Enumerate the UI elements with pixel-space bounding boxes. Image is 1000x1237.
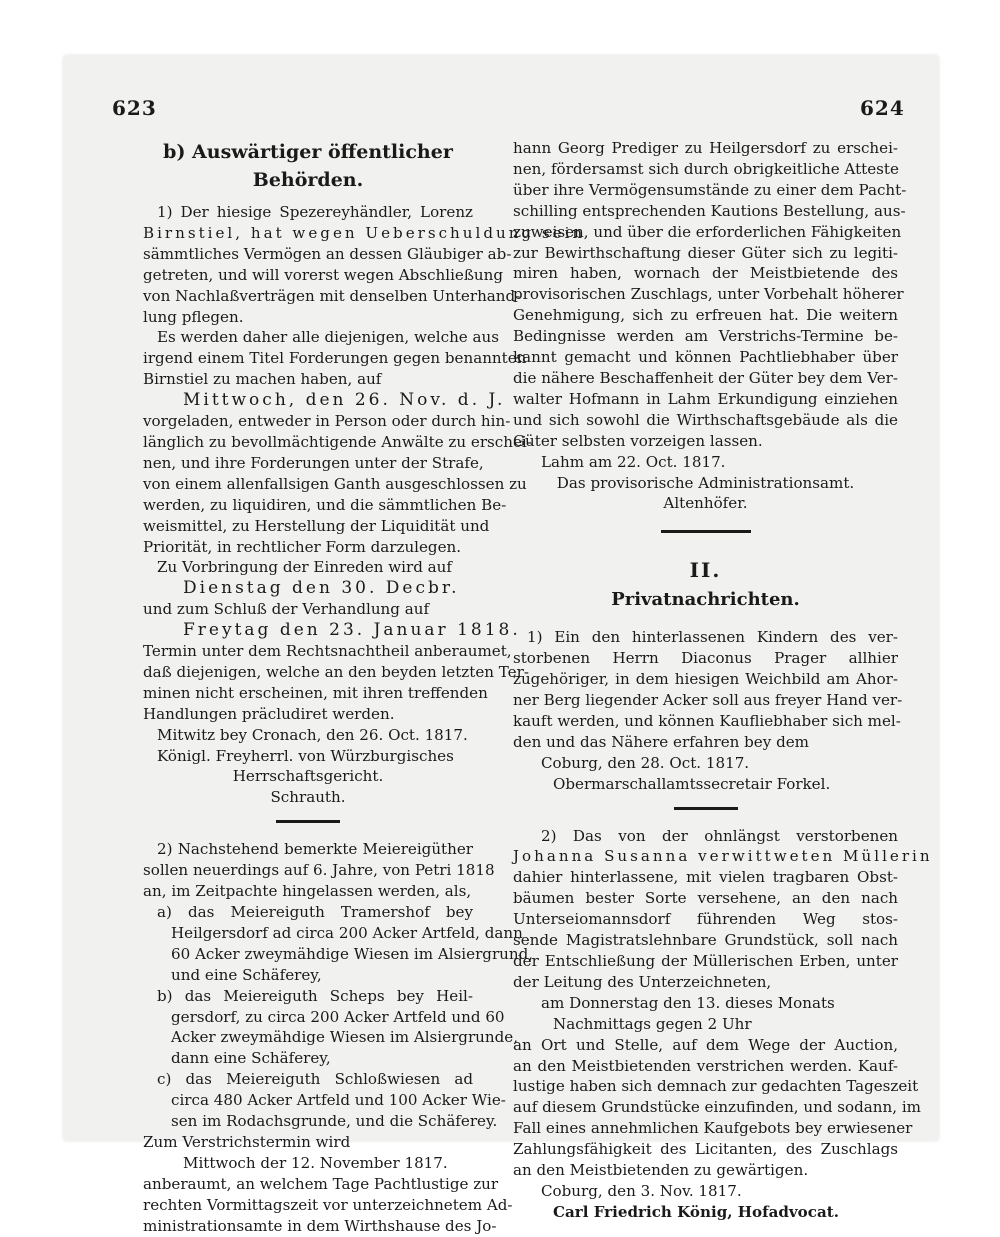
text-line: Zahlungsfähigkeit des Licitanten, des Zuschlags <box>513 1140 898 1159</box>
date-line: Dienstag den 30. Decbr. <box>183 578 460 599</box>
text-line: Handlungen präcludiret werden. <box>143 704 395 723</box>
text-line: an Ort und Stelle, auf dem Wege der Auction, <box>513 1035 898 1054</box>
date-line: Mittwoch der 12. November 1817. <box>183 1153 448 1172</box>
text-line: Unterseiomannsdorf führenden Weg stos- <box>513 910 898 929</box>
date-line: am Donnerstag den 13. dieses Monats <box>541 993 835 1012</box>
divider-rule <box>276 820 340 823</box>
text-line: der Leitung des Unterzeichneten, <box>513 972 772 991</box>
text-line: an, im Zeitpachte hingelassen werden, als, <box>143 882 472 901</box>
text-line: hann Georg Prediger zu Heilgersdorf zu erschei- <box>513 139 898 157</box>
text-line: Fall eines annehmlichen Kaufgebots bey erwiesener <box>513 1119 913 1138</box>
text-line: ministrationsamte in dem Wirthshause des Jo- <box>143 1216 497 1235</box>
place-date-line: Lahm am 22. Oct. 1817. <box>541 452 726 471</box>
text-line: der Entschließung der Müllerischen Erben, unter <box>513 952 898 970</box>
text-line: lustige haben sich demnach zur gedachten Tageszeit <box>513 1077 919 1096</box>
text-line: sende Magistratslehnbare Grundstück, soll nach <box>513 931 898 950</box>
text-line: sen im Rodachsgrunde, und die Schäferey. <box>171 1112 498 1131</box>
section-number: II. <box>689 558 722 583</box>
divider-rule <box>674 807 738 810</box>
text-line: dahier hinterlassene, mit vielen tragbaren Obst- <box>513 868 898 887</box>
text-line: Johanna Susanna verwittweten Müllerin <box>513 847 933 866</box>
text-line: über ihre Vermögensumstände zu einer dem Pacht- <box>513 180 907 199</box>
text-line: Birnstiel, hat wegen Ueberschuldung sein <box>143 223 586 242</box>
text-line: 2) Nachstehend bemerkte Meiereigüther <box>157 840 473 859</box>
text-line: 1) Der hiesige Spezereyhändler, Lorenz <box>157 203 473 221</box>
text-line: sollen neuerdings auf 6. Jahre, von Petri 1818 <box>143 861 495 880</box>
text-line: kauft werden, und können Kaufliebhaber sich mel- <box>513 711 901 730</box>
right-column <box>513 138 933 1223</box>
list-item-line: b) das Meiereiguth Scheps bey Heil- <box>157 986 473 1005</box>
text-line: auf diesem Grundstücke einzufinden, und sodann, im <box>513 1098 921 1117</box>
text-line: zugehöriger, in dem hiesigen Weichbild am Ahor- <box>513 670 898 689</box>
text-line: Acker zweymähdige Wiesen im Alsiergrunde, <box>171 1028 518 1047</box>
section-title: Privatnachrichten. <box>611 589 800 611</box>
divider-rule <box>661 530 751 533</box>
list-item-line: a) das Meiereiguth Tramershof bey <box>157 903 473 921</box>
text-line: die nähere Beschaffenheit der Güter bey dem Ver- <box>513 368 898 387</box>
text-line: und sich sowohl die Wirthschaftsgebäude als die <box>513 410 898 429</box>
signature-line: Obermarschallamtssecretair Forkel. <box>553 774 831 793</box>
notice-meiereigueter <box>143 839 534 1236</box>
text-line: daß diejenigen, welche an den beyden letzten Ter- <box>143 662 529 681</box>
text-line: lung pflegen. <box>143 307 244 326</box>
notice-meiereigueter-continued <box>513 138 907 514</box>
place-date-line: Coburg, den 3. Nov. 1817. <box>541 1181 742 1200</box>
page-number-right: 624 <box>860 96 905 120</box>
notice-creditors-birnstiel <box>143 202 586 808</box>
text-line: zur Bewirthschaftung dieser Güter sich zu legiti- <box>513 243 898 262</box>
text-line: ner Berg liegender Acker soll aus freyer Hand ver- <box>513 691 903 710</box>
text-line: anberaumt, an welchem Tage Pachtlustige zur <box>143 1174 499 1193</box>
text-line: von einem allenfallsigen Ganth ausgeschlossen zu <box>143 474 527 493</box>
authority-line: Königl. Freyherrl. von Würzburgisches <box>157 746 454 765</box>
page-number-left: 623 <box>112 96 157 120</box>
text-line: gersdorf, zu circa 200 Acker Artfeld und 60 <box>171 1007 505 1026</box>
authority-line: Herrschaftsgericht. <box>232 767 384 786</box>
text-line: minen nicht erscheinen, mit ihren treffenden <box>143 683 488 702</box>
text-line: 1) Ein den hinterlassenen Kindern des ver- <box>527 628 898 647</box>
signature-line: Schrauth. <box>270 788 346 807</box>
left-column <box>143 138 586 1237</box>
text-line: länglich zu bevollmächtigende Anwälte zu erschei- <box>143 432 532 451</box>
text-line: zuweisen, und über die erforderlichen Fähigkeiten <box>513 222 902 241</box>
text-line: Bedingnisse werden am Verstrichs-Termine be- <box>513 327 898 346</box>
text-line: werden, zu liquidiren, und die sämmtlichen Be- <box>143 495 507 514</box>
text-line: nen, fördersamst sich durch obrigkeitliche Atteste <box>513 159 899 178</box>
date-line: Mittwoch, den 26. Nov. d. J. <box>183 390 506 411</box>
text-line: walter Hofmann in Lahm Erkundigung einziehen <box>513 389 898 408</box>
text-line: Zu Vorbringung der Einreden wird auf <box>157 558 452 577</box>
text-line: Heilgersdorf ad circa 200 Acker Artfeld, dann <box>171 923 523 942</box>
text-line: rechten Vormittagszeit vor unterzeichnetem Ad- <box>143 1195 513 1214</box>
text-line: und eine Schäferey, <box>171 965 322 984</box>
text-line: miren haben, wornach der Meistbietende des <box>513 264 898 283</box>
notice-acker-prager <box>513 627 903 794</box>
text-line: von Nachlaßverträgen mit denselben Unterhand- <box>143 286 521 305</box>
notice-grundstueck-muellerin <box>513 826 933 1223</box>
text-line: schilling entsprechenden Kautions Bestellung, aus- <box>513 201 906 220</box>
text-line: Priorität, in rechtlicher Form darzulegen. <box>143 537 462 556</box>
text-line: an den Meistbietenden verstrichen werden. Kauf- <box>513 1056 898 1075</box>
text-line: Güter selbsten vorzeigen lassen. <box>513 431 763 450</box>
text-line: storbenen Herrn Diaconus Prager allhier <box>513 649 898 668</box>
section-heading: b) Auswärtiger öffentlicher Behörden. <box>163 141 453 191</box>
text-line: vorgeladen, entweder in Person oder durch hin- <box>143 412 511 431</box>
text-line: Zum Verstrichstermin wird <box>143 1132 351 1151</box>
authority-line: Das provisorische Administrationsamt. <box>556 473 855 492</box>
text-line: getreten, und will vorerst wegen Abschließung <box>143 265 504 284</box>
text-line: circa 480 Acker Artfeld und 100 Acker Wie- <box>171 1091 506 1110</box>
text-line: Genehmigung, sich zu erfreuen hat. Die weitern <box>513 306 898 325</box>
text-line: an den Meistbietenden zu gewärtigen. <box>513 1161 809 1180</box>
place-date-line: Mitwitz bey Cronach, den 26. Oct. 1817. <box>157 725 468 744</box>
time-line: Nachmittags gegen 2 Uhr <box>553 1014 752 1033</box>
date-line: Freytag den 23. Januar 1818. <box>183 620 521 641</box>
signature-line: Carl Friedrich König, Hofadvocat. <box>553 1202 839 1221</box>
text-line: weismittel, zu Herstellung der Liquidität und <box>143 516 490 535</box>
text-line: Birnstiel zu machen haben, auf <box>143 370 382 389</box>
text-line: provisorischen Zuschlags, unter Vorbehalt höherer <box>513 285 904 304</box>
text-line: 2) Das von der ohnlängst verstorbenen <box>541 826 898 845</box>
text-line: kannt gemacht und können Pachtliebhaber über <box>513 348 898 367</box>
text-line: bäumen bester Sorte versehene, an den nach <box>513 889 898 908</box>
text-line: den und das Nähere erfahren bey dem <box>513 732 809 751</box>
text-line: irgend einem Titel Forderungen gegen benannten <box>143 349 527 368</box>
text-line: sämmtliches Vermögen an dessen Gläubiger ab- <box>143 244 512 263</box>
text-line: und zum Schluß der Verhandlung auf <box>143 600 430 619</box>
signature-line: Altenhöfer. <box>663 494 748 513</box>
place-date-line: Coburg, den 28. Oct. 1817. <box>541 753 750 772</box>
text-line: Es werden daher alle diejenigen, welche aus <box>157 328 499 347</box>
text-line: Termin unter dem Rechtsnachtheil anberaumet, <box>143 642 512 661</box>
text-line: dann eine Schäferey, <box>171 1049 331 1068</box>
list-item-line: c) das Meiereiguth Schloßwiesen ad <box>157 1070 473 1089</box>
text-line: 60 Acker zweymähdige Wiesen im Alsiergrund, <box>171 944 534 963</box>
text-line: nen, und ihre Forderungen unter der Strafe, <box>143 453 484 472</box>
